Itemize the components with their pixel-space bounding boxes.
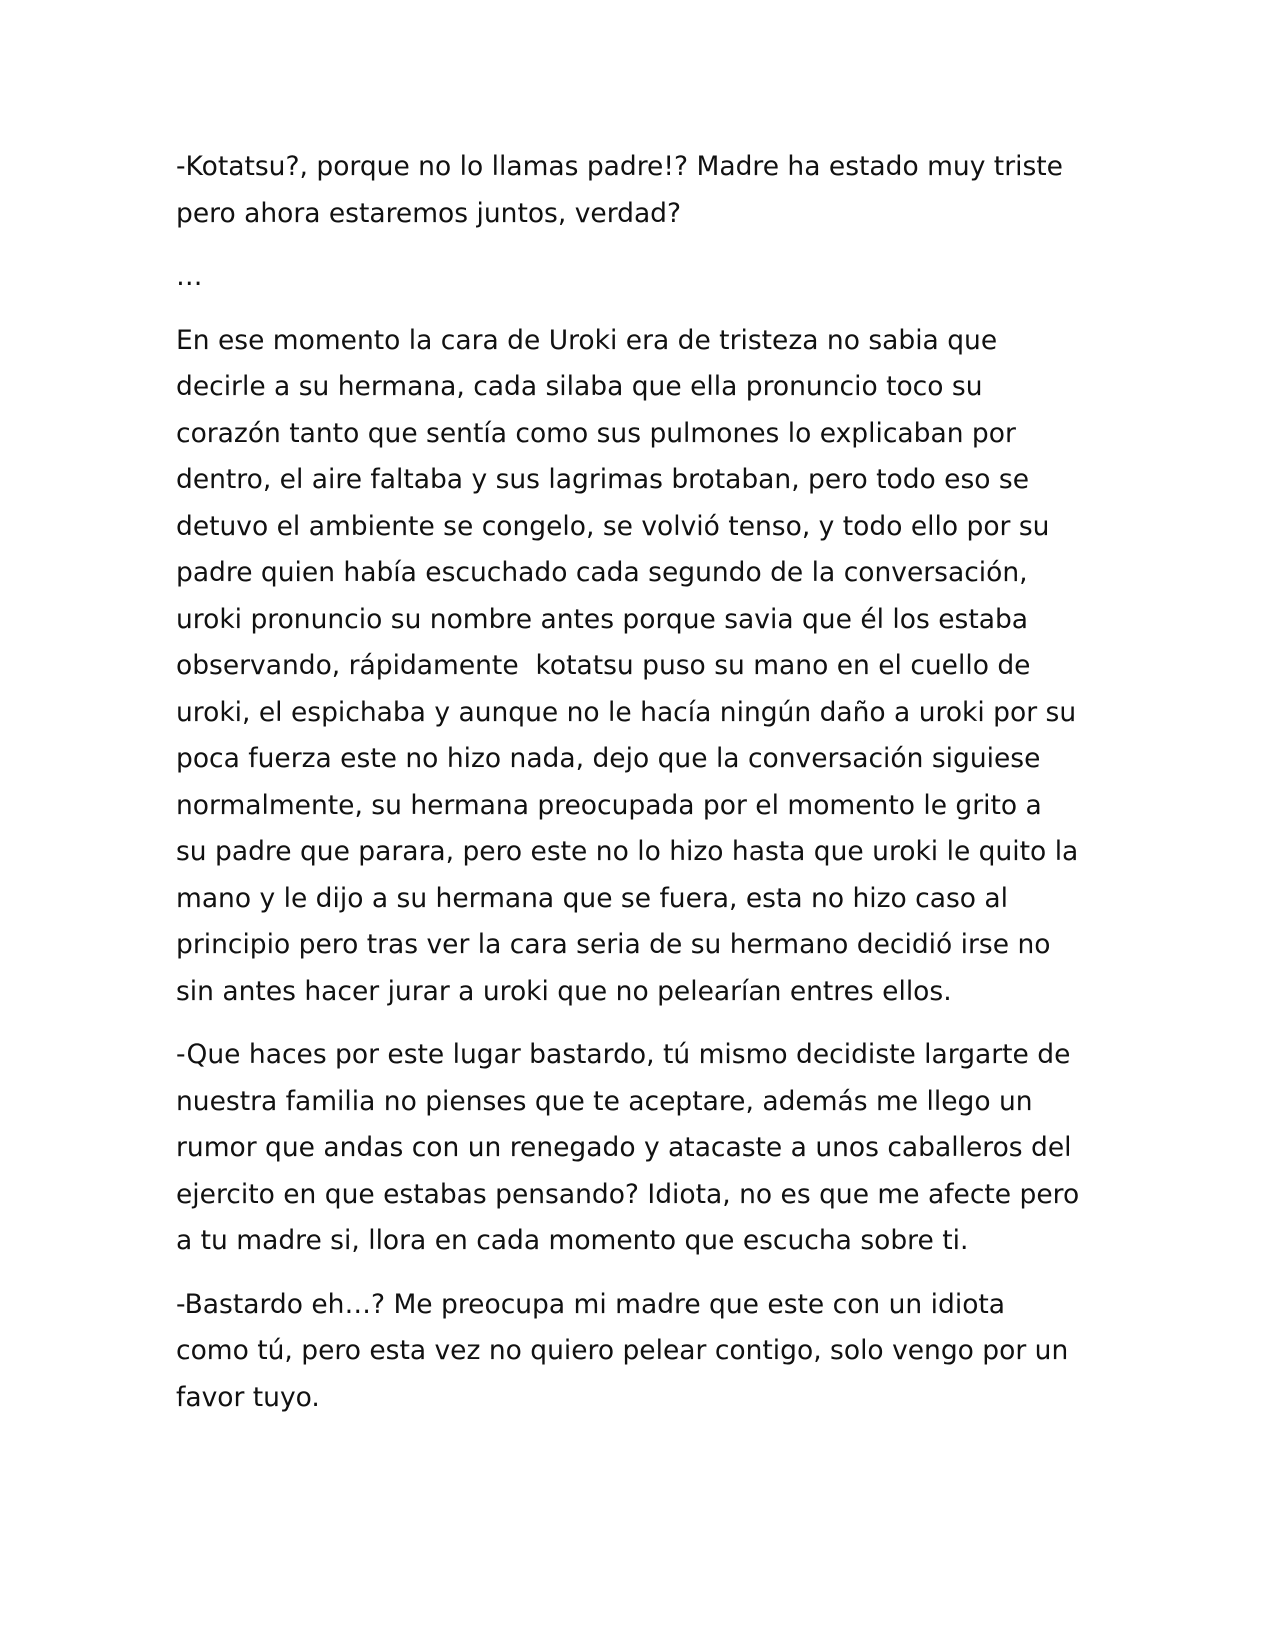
text-line: -Kotatsu?, porque no lo llamas padre!? Madre ha estado muy triste — [176, 151, 1063, 182]
text-line: su padre que parara, pero este no lo hizo hasta que uroki le quito la — [176, 836, 1079, 867]
text-line: padre quien había escuchado cada segundo de la conversación, — [176, 557, 1028, 588]
text-line: uroki, el espichaba y aunque no le hacía ningún daño a uroki por su — [176, 696, 1077, 728]
text-line: favor tuyo. — [176, 1381, 320, 1413]
paragraph-dialogue-kotatsu — [176, 144, 1096, 237]
text-line: a tu madre si, llora en cada momento que escucha sobre ti. — [176, 1225, 969, 1256]
paragraph-narration — [176, 318, 1096, 1016]
document-body — [176, 144, 1096, 1438]
text-line: como tú, pero esta vez no quiero pelear contigo, solo vengo por un — [176, 1335, 1069, 1366]
text-line: corazón tanto que sentía como sus pulmones lo explicaban por — [176, 417, 1016, 449]
text-line: pero ahora estaremos juntos, verdad? — [176, 197, 682, 229]
text-line: uroki pronuncio su nombre antes porque savia que él los estaba — [176, 603, 1029, 635]
text-line: mano y le dijo a su hermana que se fuera, esta no hizo caso al — [176, 882, 1009, 914]
paragraph-dialogue-uroki — [176, 1282, 1096, 1422]
text-line: normalmente, su hermana preocupada por el momento le grito a — [176, 789, 1042, 821]
text-line: detuvo el ambiente se congelo, se volvió tenso, y todo ello por su — [176, 510, 1050, 542]
text-line: dentro, el aire faltaba y sus lagrimas brotaban, pero todo eso se — [176, 464, 1030, 495]
text-line: -Que haces por este lugar bastardo, tú mismo decidiste largarte de — [176, 1039, 1071, 1070]
text-line: decirle a su hermana, cada silaba que ella pronuncio toco su — [176, 371, 983, 402]
paragraph-dialogue-father — [176, 1032, 1096, 1265]
text-line: rumor que andas con un renegado y atacaste a unos caballeros del — [176, 1132, 1072, 1163]
text-line: … — [176, 261, 203, 292]
text-line: ejercito en que estabas pensando? Idiota, no es que me afecte pero — [176, 1178, 1080, 1210]
text-line: observando, rápidamente kotatsu puso su mano en el cuello de — [176, 650, 1031, 681]
text-line: sin antes hacer jurar a uroki que no pelearían entres ellos. — [176, 975, 952, 1007]
text-line: En ese momento la cara de Uroki era de tristeza no sabia que — [176, 324, 998, 356]
paragraph-ellipsis — [176, 254, 1096, 301]
text-line: -Bastardo eh…? Me preocupa mi madre que este con un idiota — [176, 1288, 1006, 1320]
text-line: poca fuerza este no hizo nada, dejo que la conversación siguiese — [176, 743, 1041, 774]
text-line: principio pero tras ver la cara seria de su hermano decidió irse no — [176, 929, 1051, 960]
text-line: nuestra familia no pienses que te aceptare, además me llego un — [176, 1085, 1033, 1117]
